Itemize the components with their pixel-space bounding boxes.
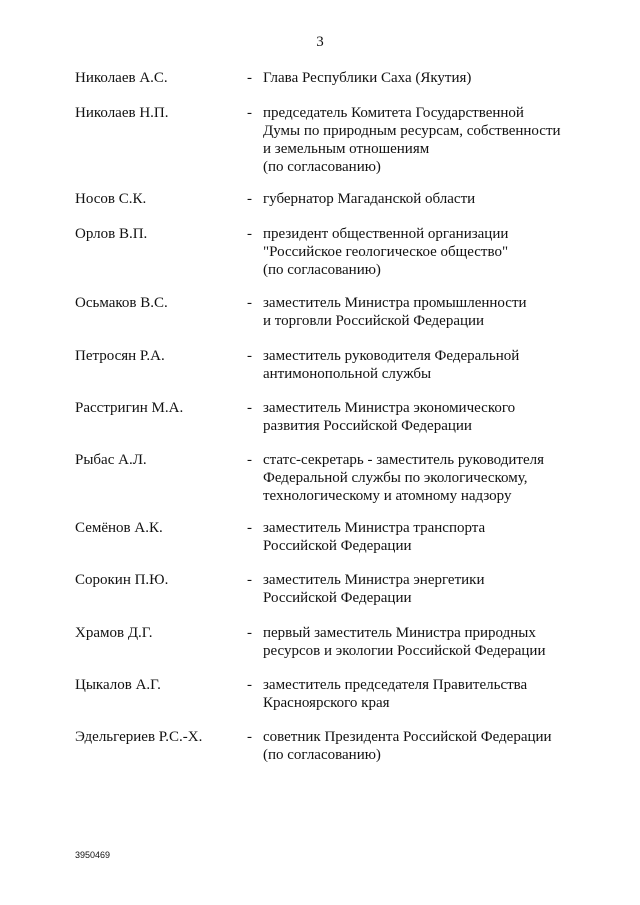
person-name: Семёнов А.К.	[75, 520, 163, 536]
separator-dash: -	[247, 677, 252, 693]
position-line: заместитель Министра энергетики	[263, 572, 485, 588]
separator-dash: -	[247, 572, 252, 588]
position-line: (по согласованию)	[263, 159, 381, 175]
person-name: Петросян Р.А.	[75, 348, 165, 364]
position-line: президент общественной организации	[263, 226, 509, 242]
separator-dash: -	[247, 625, 252, 641]
position-line: губернатор Магаданской области	[263, 191, 476, 207]
position-line: и земельным отношениям	[263, 141, 430, 157]
list-item	[0, 728, 640, 808]
position-line: Глава Республики Саха (Якутия)	[263, 70, 472, 86]
person-name: Цыкалов А.Г.	[75, 677, 161, 693]
separator-dash: -	[247, 70, 252, 86]
position-line: заместитель Министра промышленности	[263, 295, 527, 311]
person-name: Сорокин П.Ю.	[75, 572, 169, 588]
position-line: статс-секретарь - заместитель руководителя	[263, 452, 545, 468]
position-description	[263, 676, 593, 712]
position-description	[263, 104, 593, 176]
position-description	[263, 728, 593, 764]
position-description	[263, 624, 593, 660]
person-name: Рыбас А.Л.	[75, 452, 147, 468]
separator-dash: -	[247, 400, 252, 416]
list-item	[0, 225, 640, 305]
position-line: председатель Комитета Государственной	[263, 105, 524, 121]
position-description	[263, 225, 593, 279]
position-description	[263, 347, 593, 383]
position-line: Думы по природным ресурсам, собственности	[263, 123, 561, 139]
position-line: первый заместитель Министра природных	[263, 625, 536, 641]
document-code: 3950469	[75, 850, 111, 860]
person-name: Николаев А.С.	[75, 70, 168, 86]
separator-dash: -	[247, 348, 252, 364]
person-name: Осьмаков В.С.	[75, 295, 168, 311]
position-line: заместитель председателя Правительства	[263, 677, 528, 693]
position-line: Российской Федерации	[263, 590, 412, 606]
position-line: ресурсов и экологии Российской Федерации	[263, 643, 546, 659]
position-line: (по согласованию)	[263, 262, 381, 278]
list-item	[0, 104, 640, 184]
position-line: антимонопольной службы	[263, 366, 432, 382]
position-line: заместитель Министра экономического	[263, 400, 516, 416]
position-line: технологическому и атомному надзору	[263, 488, 512, 504]
person-name: Орлов В.П.	[75, 226, 148, 242]
position-description	[263, 451, 593, 505]
position-line: "Российское геологическое общество"	[263, 244, 509, 260]
position-description	[263, 399, 593, 435]
separator-dash: -	[247, 191, 252, 207]
position-description	[263, 294, 593, 330]
position-line: (по согласованию)	[263, 747, 381, 763]
position-description	[263, 571, 593, 607]
position-line: советник Президента Российской Федерации	[263, 729, 552, 745]
person-name: Носов С.К.	[75, 191, 147, 207]
position-line: заместитель Министра транспорта	[263, 520, 486, 536]
person-name: Расстригин М.А.	[75, 400, 184, 416]
position-description	[263, 519, 593, 555]
person-name: Храмов Д.Г.	[75, 625, 153, 641]
position-line: заместитель руководителя Федеральной	[263, 348, 520, 364]
separator-dash: -	[247, 729, 252, 745]
person-name: Эдельгериев Р.С.-Х.	[75, 729, 203, 745]
separator-dash: -	[247, 105, 252, 121]
position-description	[263, 69, 593, 87]
page-number: 3	[316, 34, 324, 50]
position-line: Российской Федерации	[263, 538, 412, 554]
separator-dash: -	[247, 295, 252, 311]
separator-dash: -	[247, 226, 252, 242]
position-line: развития Российской Федерации	[263, 418, 472, 434]
position-description	[263, 190, 593, 208]
position-line: Федеральной службы по экологическому,	[263, 470, 528, 486]
person-name: Николаев Н.П.	[75, 105, 169, 121]
separator-dash: -	[247, 452, 252, 468]
position-line: Красноярского края	[263, 695, 390, 711]
position-line: и торговли Российской Федерации	[263, 313, 485, 329]
separator-dash: -	[247, 520, 252, 536]
